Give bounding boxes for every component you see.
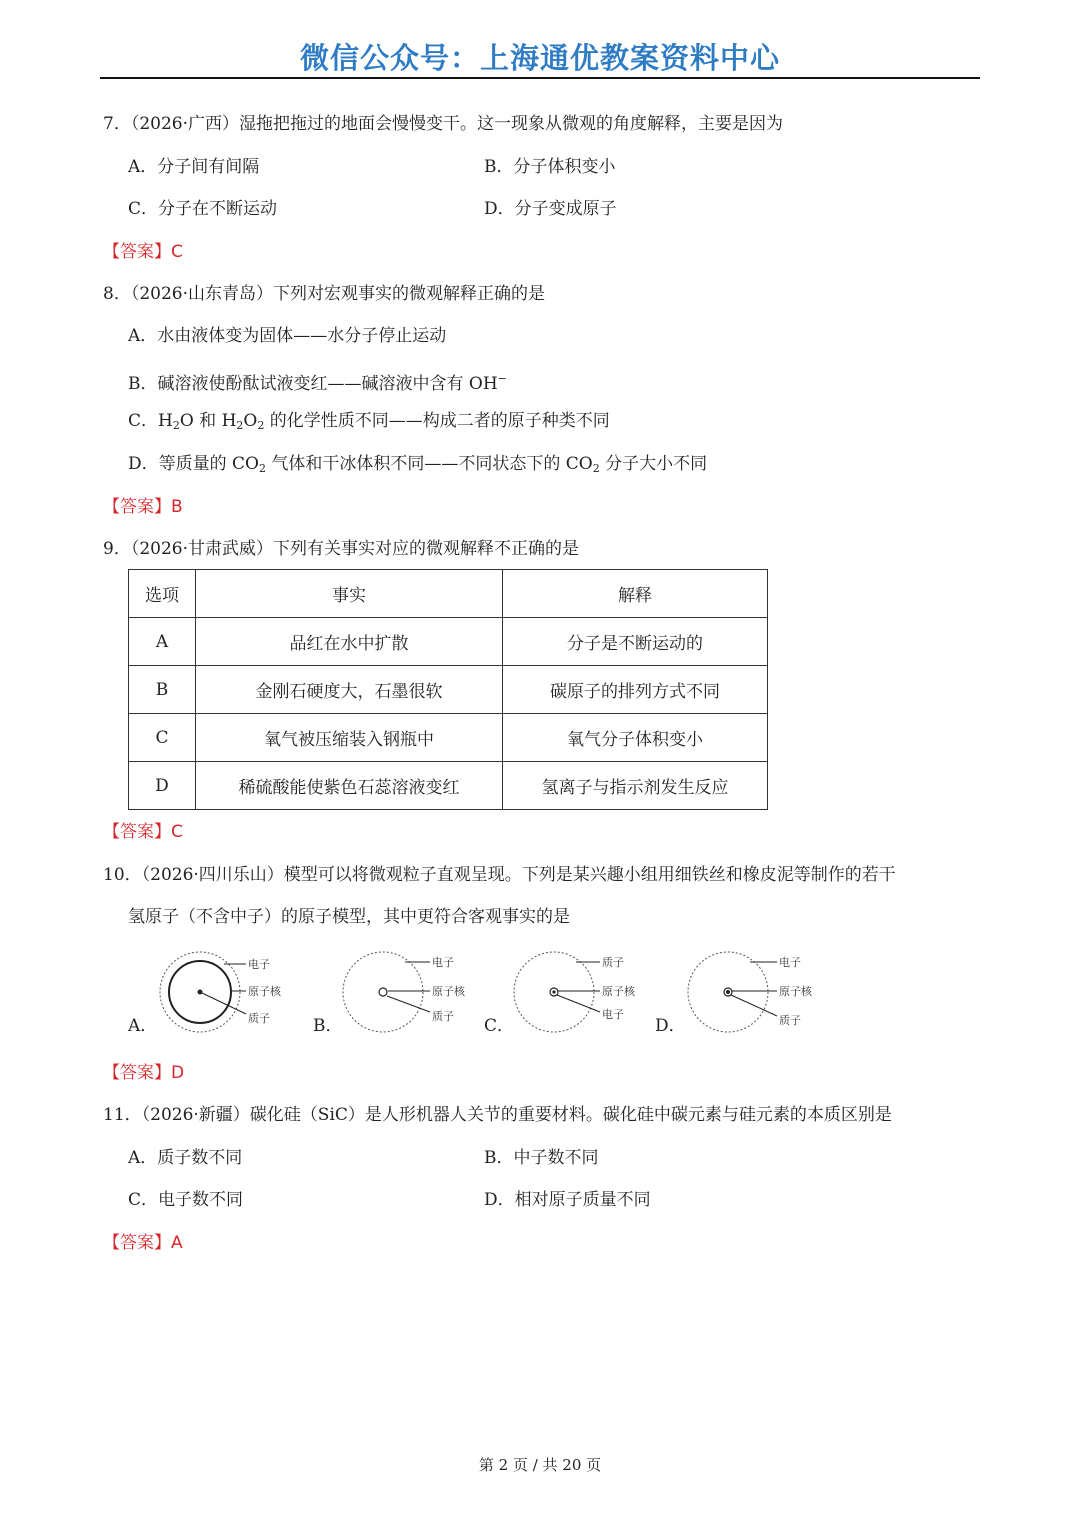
label-proton: 质子: [602, 956, 624, 969]
atom-model-a: [160, 952, 282, 1032]
nucleus-dot: [198, 990, 203, 995]
label-proton: 质子: [432, 1010, 454, 1023]
atom-model-b: [343, 952, 466, 1032]
q10-stem-line2: 氢原子（不含中子）的原子模型，其中更符合客观事实的是: [128, 907, 570, 927]
q7-stem: 7．（2026·广西）湿拖把拖过的地面会慢慢变干。这一现象从微观的角度解释，主要是因为: [103, 114, 783, 134]
table-cell: A: [129, 618, 196, 666]
table-cell: 碳原子的排列方式不同: [503, 666, 768, 714]
table-cell: 品红在水中扩散: [196, 618, 503, 666]
label-electron: 电子: [432, 956, 454, 969]
table-cell: 稀硫酸能使紫色石蕊溶液变红: [196, 762, 503, 810]
table-header-cell: 解释: [503, 570, 768, 618]
table-row: [129, 618, 768, 666]
q8-option-d: D．等质量的 $CO_2$ 气体和干冰体积不同——不同状态下的 $CO_2$ 分子大小不同: [128, 454, 708, 475]
table-row: [129, 666, 768, 714]
q9-table: [128, 569, 768, 810]
table-cell: 分子是不断运动的: [503, 618, 768, 666]
q11-option-c: C．电子数不同: [128, 1190, 244, 1210]
label-electron: 电子: [602, 1008, 624, 1021]
q7-option-b: B．分子体积变小: [484, 157, 616, 177]
label-nucleus: 原子核: [779, 985, 812, 998]
table-cell: 氧气被压缩装入钢瓶中: [196, 714, 503, 762]
header-title: 微信公众号：上海通优教案资料中心: [299, 41, 780, 75]
table-cell: 氢离子与指示剂发生反应: [503, 762, 768, 810]
table-header-cell: 选项: [129, 570, 196, 618]
q10-option-b-label: B．: [313, 1016, 343, 1036]
q7-option-c: C．分子在不断运动: [128, 199, 278, 219]
label-nucleus: 原子核: [602, 985, 635, 998]
q7-option-d: D．分子变成原子: [484, 199, 617, 219]
nucleus-circle: [379, 988, 387, 996]
q8-option-a: A．水由液体变为固体——水分子停止运动: [128, 326, 447, 346]
q9-answer: 【答案】C: [103, 822, 183, 842]
page-footer: 第 2 页 / 共 20 页: [478, 1456, 602, 1474]
q8-option-c: C．$H_2O$ 和 $H_2O_2$ 的化学性质不同——构成二者的原子种类不同: [128, 411, 610, 432]
label-electron: 电子: [248, 958, 270, 971]
table-cell: 金刚石硬度大，石墨很软: [196, 666, 503, 714]
atom-model-c: [514, 952, 636, 1032]
q9-stem: 9．（2026·甘肃武威）下列有关事实对应的微观解释不正确的是: [103, 539, 579, 559]
q8-answer: 【答案】B: [103, 497, 183, 517]
table-header-row: [129, 570, 768, 618]
label-proton: 质子: [248, 1012, 270, 1025]
table-cell: D: [129, 762, 196, 810]
q11-option-d: D．相对原子质量不同: [484, 1190, 651, 1210]
label-electron: 电子: [779, 956, 801, 969]
table-row: [129, 762, 768, 810]
q10-option-a-label: A．: [128, 1016, 158, 1036]
q10-stem-line1: 10．（2026·四川乐山）模型可以将微观粒子直观呈现。下列是某兴趣小组用细铁丝和橡皮泥等制作的若干: [103, 865, 896, 885]
table-cell: 氧气分子体积变小: [503, 714, 768, 762]
q11-option-b: B．中子数不同: [484, 1148, 599, 1168]
header-rule: [100, 77, 980, 79]
q7-option-a: A．分子间有间隔: [128, 157, 260, 177]
q10-option-c-label: C．: [484, 1016, 515, 1036]
q7-answer: 【答案】C: [103, 242, 183, 262]
label-proton: 质子: [779, 1014, 801, 1027]
q11-stem: 11．（2026·新疆）碳化硅（SiC）是人形机器人关节的重要材料。碳化硅中碳元素与硅元素的本质区别是: [103, 1105, 892, 1125]
table-cell: B: [129, 666, 196, 714]
atom-model-d: [688, 952, 813, 1032]
atom-models-figure: [0, 940, 1080, 1040]
label-nucleus: 原子核: [248, 985, 281, 998]
q8-stem: 8．（2026·山东青岛）下列对宏观事实的微观解释正确的是: [103, 284, 545, 304]
label-nucleus: 原子核: [432, 985, 465, 998]
table-cell: C: [129, 714, 196, 762]
q11-answer: 【答案】A: [103, 1233, 183, 1253]
table-row: [129, 714, 768, 762]
q8-option-b: B．碱溶液使酚酞试液变红——碱溶液中含有 OH−: [128, 372, 507, 394]
table-header-cell: 事实: [196, 570, 503, 618]
q10-answer: 【答案】D: [103, 1063, 185, 1083]
q11-option-a: A．质子数不同: [128, 1148, 243, 1168]
q10-option-d-label: D．: [655, 1016, 686, 1036]
